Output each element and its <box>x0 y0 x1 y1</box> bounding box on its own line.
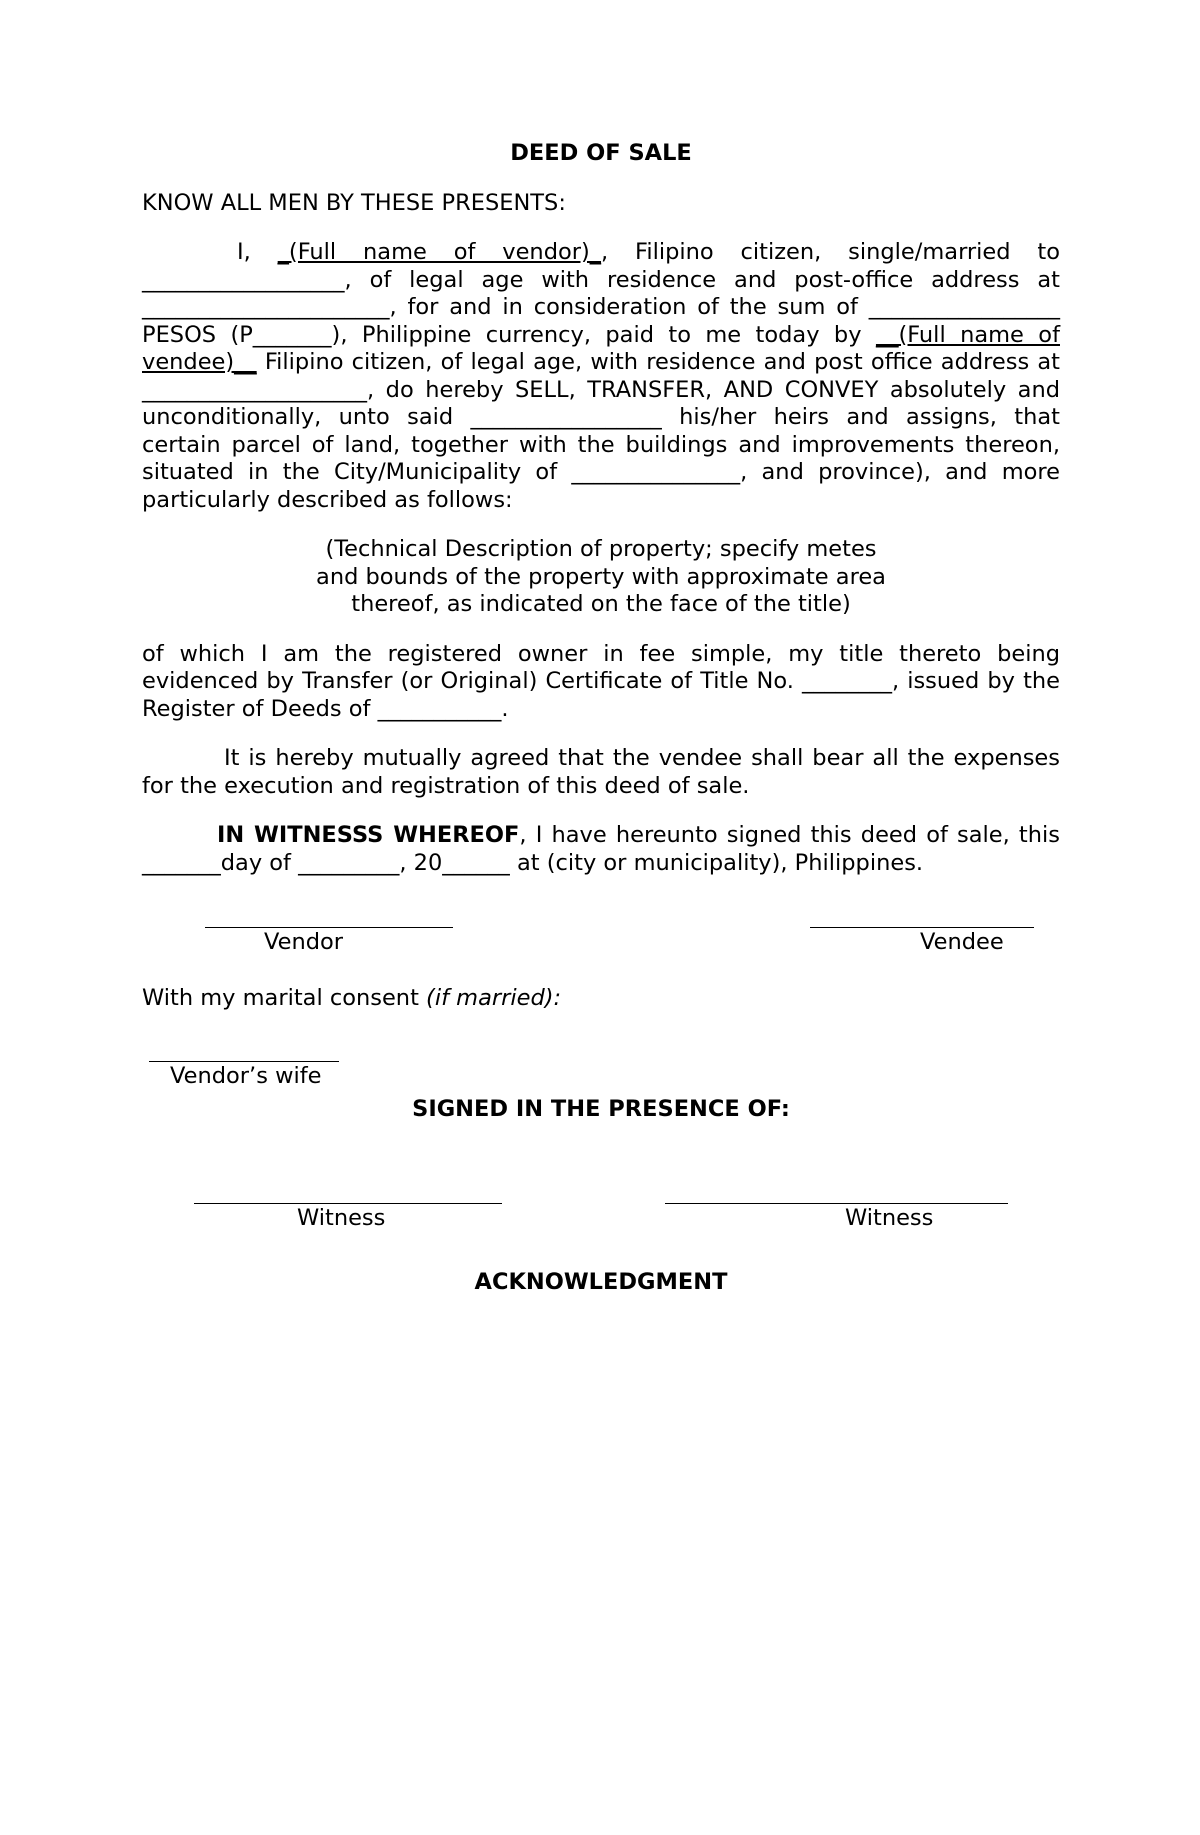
main-part1: , Filipino citizen, single/married to __________________, of legal age with residence and post-office address at ______________________, for and in consideration of the sum of _________________ PESOS (P_______), Philippine currency, paid to me today by <box>142 239 1061 348</box>
tech-desc-line-2: and bounds of the property with approximate area <box>316 563 886 590</box>
vendors-wife-label: Vendor’s wife <box>170 1062 322 1089</box>
witness-paragraph <box>142 822 1060 877</box>
tech-desc-line-3: thereof, as indicated on the face of the title) <box>351 591 851 617</box>
marital-consent <box>142 985 1060 1013</box>
tech-desc-line-1: (Technical Description of property; specify metes <box>325 536 877 562</box>
technical-description <box>142 536 1060 619</box>
opening-line: KNOW ALL MEN BY THESE PRESENTS: <box>142 189 566 216</box>
main-part2: Filipino citizen, of legal age, with residence and post office address at ____________________, do hereby SELL, TRANSFER, AND CONVEY absolutely and unconditionally, unto said _________________ his/her heirs and assigns, that certain parcel of land, together with the buildings and improvements thereon, situated in the City/Municipality of _______________, and province), and more particularly described as follows: <box>142 349 1060 513</box>
document-title: DEED OF SALE <box>510 140 692 166</box>
witness-whereof-bold: IN WITNESSS WHEREOF <box>217 822 520 848</box>
witness-left-signature-line <box>194 1203 502 1204</box>
vendor-vendee-signatures <box>142 877 1060 985</box>
witness-signatures <box>142 1123 1060 1273</box>
signed-presence-heading: SIGNED IN THE PRESENCE OF: <box>412 1095 790 1122</box>
document-page <box>142 140 1060 1297</box>
witness-right-signature-line <box>665 1203 1008 1204</box>
main-paragraph <box>142 239 1060 514</box>
marital-consent-text: With my marital consent <box>142 985 427 1011</box>
vendee-name-field: __(Full name of vendee)__ <box>142 321 1060 375</box>
vendor-name-field: _(Full name of vendor)_ <box>277 239 602 265</box>
acknowledgment-heading: ACKNOWLEDGMENT <box>474 1269 728 1295</box>
vendor-label: Vendor <box>264 929 344 955</box>
vendee-signature-line <box>810 927 1034 928</box>
marital-consent-italic: (if married): <box>426 985 562 1011</box>
vendors-wife-signature <box>142 1013 1060 1121</box>
vendor-signature-line <box>205 927 453 928</box>
ownership-paragraph: of which I am the registered owner in fee simple, my title thereto being evidenced by Transfer (or Original) Certificate of Title No. ________, issued by the Register of Deeds of ___________. <box>142 640 1060 722</box>
witness-rest: , I have hereunto signed this deed of sale, this _______day of _________, 20______ at (city or municipality), Philippines. <box>142 822 1060 876</box>
vendee-label: Vendee <box>920 929 1004 955</box>
main-prefix: I, <box>237 239 278 265</box>
vendors-wife-signature-line <box>149 1061 339 1062</box>
witness-left-label: Witness <box>297 1205 386 1231</box>
witness-right-label: Witness <box>845 1205 934 1231</box>
expenses-paragraph: It is hereby mutually agreed that the vendee shall bear all the expenses for the execution and registration of this deed of sale. <box>142 745 1060 799</box>
